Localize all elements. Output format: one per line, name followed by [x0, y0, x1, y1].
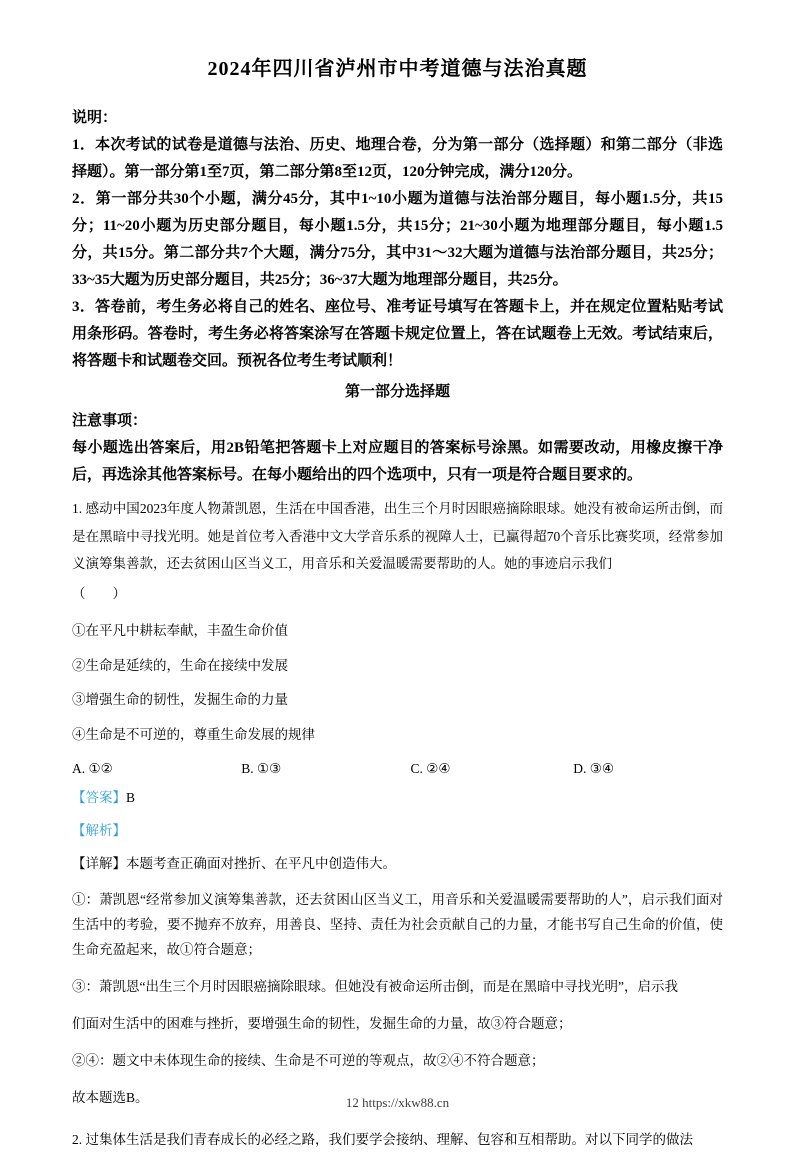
- detail-paragraph-4: ②④：题文中未体现生命的接续、生命是不可逆的等观点，故②④不符合题意；: [72, 1053, 545, 1069]
- answer-label: 【答案】: [72, 790, 126, 806]
- answer-line: [72, 787, 723, 810]
- footer-link[interactable]: 12 https://xkw88.cn: [345, 1095, 450, 1110]
- part1-heading: 第一部分选择题: [344, 384, 450, 400]
- question2-intro: 2. 过集体生活是我们青春成长的必经之路，我们要学会接纳、理解、包容和互相帮助。对以下同学的做法: [72, 1131, 693, 1147]
- question1-answer-bracket: （ ）: [72, 586, 126, 602]
- detail-label: 【详解】: [72, 856, 126, 872]
- choice-c: C. ②④: [410, 761, 451, 777]
- detail-paragraph-5: 故本题选B。: [72, 1090, 149, 1106]
- question1-stem: 1. 感动中国2023年度人物萧凯恩，生活在中国香港，出生三个月时因眼癌摘除眼球。她没有被命运所击倒，而是在黑暗中寻找光明。她是首位考入香港中文大学音乐系的视障人士，已赢得超70个音乐比赛奖项，经常参加义演筹集善款，还去贫困山区当义工，用音乐和关爱温暖需要帮助的人。她的事迹启示我们: [72, 501, 723, 572]
- notes-heading: 注意事项：: [72, 413, 148, 429]
- instruction-item-1: 1．本次考试的试卷是道德与法治、历史、地理合卷，分为第一部分（选择题）和第二部分（非选择题）。第一部分第1至7页，第二部分第8至12页，120分钟完成，满分120分。: [72, 137, 723, 180]
- choice-b: B. ①③: [241, 761, 282, 777]
- question1-choices: [72, 761, 723, 777]
- instruction-item-3: 3．答卷前，考生务必将自己的姓名、座位号、准考证号填写在答题卡上，并在规定位置粘贴考试用条形码。答卷时，考生务必将答案涂写在答题卡规定位置上，答在试题卷上无效。考试结束后，将答题卡和试题卷交回。预祝各位考生考试顺利！: [72, 299, 723, 369]
- detail-paragraph-2: ③：萧凯恩“出生三个月时因眼癌摘除眼球。但她没有被命运所击倒，而是在黑暗中寻找光明”，启示我: [72, 979, 678, 995]
- question1-statement-3: ③增强生命的韧性，发掘生命的力量: [72, 692, 288, 708]
- analysis-line: [72, 820, 723, 843]
- question1-statement-4: ④生命是不可逆的，尊重生命发展的规律: [72, 726, 315, 742]
- analysis-label: 【解析】: [72, 823, 126, 839]
- question1-statement-2: ②生命是延续的，生命在接续中发展: [72, 657, 288, 673]
- page-footer: [0, 1095, 795, 1111]
- instruction-item-2: 2．第一部分共30个小题，满分45分，其中1~10小题为道德与法治部分题目，每小题1.5分，共15分；11~20小题为历史部分题目，每小题1.5分，共15分；21~30小题为地理部分题目，每小题1.5分，共15分。第二部分共7个大题，满分75分，其中31～32大题为道德与法治部分题目，共25分；33~35大题为历史部分题目，共25分；36~37大题为地理部分题目，共25分。: [72, 191, 723, 288]
- detail-intro: 本题考查正确面对挫折、在平凡中创造伟大。: [126, 856, 396, 872]
- instructions-heading: 说明：: [72, 110, 118, 126]
- question1-statement-1: ①在平凡中耕耘奉献，丰盈生命价值: [72, 623, 288, 639]
- answer-value: B: [126, 790, 136, 806]
- choice-d: D. ③④: [573, 761, 614, 777]
- detail-paragraph-3: 们面对生活中的困难与挫折，要增强生命的韧性，发掘生命的力量，故③符合题意；: [72, 1016, 572, 1032]
- detail-paragraph-1: ①：萧凯恩“经常参加义演筹集善款，还去贫困山区当义工，用音乐和关爱温暖需要帮助的人”，启示我们面对生活中的考验，要不抛弃不放弃，用善良、坚持、责任为社会贡献自己的力量，才能书写自己生命的价值，使生命充盈起来，故①符合题意；: [72, 892, 723, 958]
- page-title: 2024年四川省泸州市中考道德与法治真题: [207, 58, 588, 80]
- choice-a: A. ①②: [72, 761, 113, 777]
- notes-body: 每小题选出答案后，用2B铅笔把答题卡上对应题目的答案标号涂黑。如需要改动，用橡皮擦干净后，再选涂其他答案标号。在每小题给出的四个选项中，只有一项是符合题目要求的。: [72, 440, 723, 483]
- detail-line: [72, 853, 723, 876]
